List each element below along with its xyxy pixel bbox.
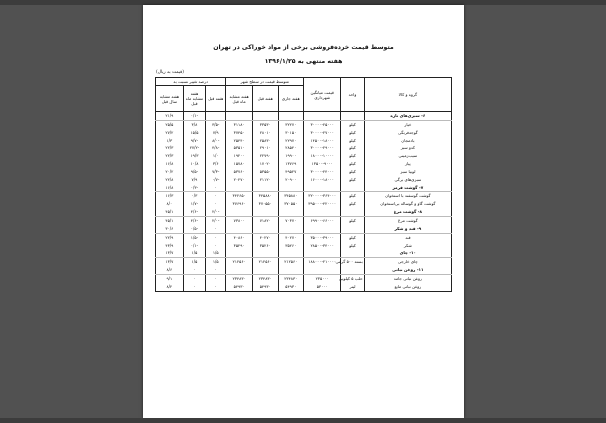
cell-base-price: ۳۵۰۰۰-۳۹۰۰۰ [304, 233, 341, 241]
cell-pct-prev-week: -۴/۸ [206, 144, 226, 152]
cell-unit: حلب ۵ کیلویی [338, 275, 363, 281]
cell-similar-week-prev-month: ۲۳۴۸۳۰ [226, 274, 253, 282]
cell-previous-week: ۷۱۸۲۰ [252, 216, 278, 224]
cell-label: ۸- گوشت مرغ [364, 208, 451, 216]
cell-unit: کیلو [341, 233, 364, 241]
cell-similar-week-prev-month [226, 266, 253, 274]
cell-pct-similar-prev-year: ۱۶/۸ [156, 160, 184, 168]
cell-similar-week-prev-month: ۱۹۲۰۰ [226, 152, 253, 160]
cell-pct-similar-prev-month: ۰/۳ [183, 192, 205, 200]
table-row [156, 216, 452, 224]
cell-previous-week: ۲۲۷۹۰ [252, 152, 278, 160]
header-pct-similar-prev-year: هفته مشابه سال قبل [156, 86, 184, 112]
table-row [156, 168, 452, 176]
cell-similar-week-prev-month: ۳۵۲۹۰ [226, 242, 253, 250]
cell-base-price: ۳۰۰۰۰-۲۷۰۰۰ [304, 129, 341, 137]
cell-pct-similar-prev-year: ۴۵/۱ [156, 208, 184, 216]
cell-current-week: ۲۸۵۴۰ [278, 144, 304, 152]
cell-similar-week-prev-month: ۳۱۱۸۰ [226, 120, 253, 128]
cell-pct-similar-prev-year: ۲۰/۲ [156, 168, 184, 176]
cell-previous-week: ۵۳۵۵۰ [252, 168, 278, 176]
cell-current-week: ۴۰۲۷۰ [278, 233, 304, 241]
cell-unit: کیلو [341, 137, 364, 145]
cell-pct-similar-prev-month: ۱۵/۵ [183, 129, 205, 137]
cell-pct-similar-prev-month: ۰ [183, 283, 205, 291]
cell-pct-similar-prev-month: -۴/۶ [183, 208, 205, 216]
cell-previous-week [252, 249, 278, 257]
table-row [156, 242, 452, 250]
cell-pct-prev-week: ۳/۶ [206, 160, 226, 168]
cell-unit [341, 225, 364, 233]
cell-current-week: ۳۵۲۶۰ [278, 242, 304, 250]
table-row [156, 160, 452, 168]
header-retail-price-group: متوسط قیمت در سطح شهر [226, 78, 304, 86]
cell-similar-week-prev-month: ۵۴۹۳۰ [226, 283, 253, 291]
cell-current-week: ۱۳۷۶۹ [278, 160, 304, 168]
table-row [156, 233, 452, 241]
cell-previous-week [252, 112, 278, 121]
table-group-row [156, 249, 452, 257]
cell-label: بادمجان [364, 137, 451, 145]
cell-base-price [304, 208, 341, 216]
cell-base-price: ۳۲۰۰۰۰-۳۶۴۰۰۰ [304, 192, 341, 200]
cell-unit: کیلو [341, 176, 364, 184]
cell-previous-week: ۲۱۲۵۶۰ [252, 258, 278, 266]
cell-current-week: ۴۹۵۲۷ [278, 168, 304, 176]
cell-unit [341, 208, 364, 216]
cell-pct-similar-prev-month: -۰/۳ [183, 184, 205, 192]
cell-current-week: ۲۳۴۸۳۰ [278, 274, 304, 282]
cell-pct-similar-prev-month: -۰/۱ [183, 112, 205, 121]
table-group-row [156, 208, 452, 216]
cell-label: قند [364, 233, 451, 241]
table-group-row [156, 225, 452, 233]
cell-pct-prev-week: -۷/۳ [206, 168, 226, 176]
cell-label: ۱۱- روغن نباتی [364, 266, 451, 274]
cell-pct-similar-prev-year: ۳۰/۶ [156, 225, 184, 233]
cell-pct-prev-week: ۷/۹ [206, 129, 226, 137]
table-row [156, 137, 452, 145]
cell-unit [341, 184, 364, 192]
cell-pct-similar-prev-year: ۱۳/۷ [156, 249, 184, 257]
table-row [156, 258, 452, 266]
table-group-row [156, 112, 452, 121]
cell-pct-similar-prev-year: ۱/۳ [156, 137, 184, 145]
table-row [156, 152, 452, 160]
cell-base-price: ۱۸۸۰۰۰-۲۱۰۰۰۰ [304, 258, 341, 266]
cell-previous-week: ۳۳۵۳۰ [252, 120, 278, 128]
table-row [156, 144, 452, 152]
cell-base-price: ۳۰۰۰۰-۲۵۰۰۰ [304, 120, 341, 128]
cell-pct-similar-prev-month: -۹/۷ [183, 137, 205, 145]
cell-previous-week [252, 266, 278, 274]
cell-label: سبزی‌های برگی [364, 176, 451, 184]
cell-pct-similar-prev-year: ۸/۶ [156, 266, 184, 274]
cell-pct-similar-prev-month: ۱/۵ [183, 249, 205, 257]
cell-label: روغن نباتی جامد [364, 274, 451, 282]
cell-pct-prev-week: ۰ [206, 192, 226, 200]
header-unit: واحد [341, 78, 364, 112]
cell-similar-week-prev-month: ۳۷۶۹۶۰ [226, 200, 253, 208]
cell-similar-week-prev-month: ۴۰۸۶۰ [226, 233, 253, 241]
cell-unit [341, 112, 364, 121]
cell-unit: کیلو [341, 129, 364, 137]
cell-base-price [304, 225, 341, 233]
cell-pct-similar-prev-month: ۱۰/۸ [183, 160, 205, 168]
table-group-row [156, 184, 452, 192]
cell-base-price: ۶۹۹۰۰-۶۶۰۰۰ [304, 216, 341, 224]
cell-label: ۹- قند و شکر [364, 225, 451, 233]
cell-base-price [304, 266, 341, 274]
cell-pct-prev-week: ۱/۵ [206, 249, 226, 257]
cell-label: چای خارجی [364, 258, 451, 266]
cell-previous-week: ۵۴۹۳۰ [252, 283, 278, 291]
table-group-row [156, 266, 452, 274]
cell-base-price: ۳۰۰۰۰-۲۹۰۰۰ [304, 144, 341, 152]
header-pct-similar-prev-month: هفته مشابه ماه قبل [183, 86, 205, 112]
cell-pct-prev-week [206, 112, 226, 121]
table-row [156, 283, 452, 291]
cell-current-week: ۳۲۲۷۰ [278, 120, 304, 128]
cell-label: گوشت گاو و گوساله بی‌استخوان [364, 200, 451, 208]
document-subtitle: هفته منتهی به ۱۳۹۶/۱/۲۵ [264, 58, 343, 65]
cell-pct-similar-prev-year: ۸/۲ [156, 283, 184, 291]
cell-base-price: ۱۶۰۰۰-۱۸۰۰۰ [304, 176, 341, 184]
cell-unit: کیلو [341, 160, 364, 168]
cell-pct-similar-prev-month: ۱۹/۳ [183, 152, 205, 160]
header-percent-change-group: درصد تغییر نسبت به [156, 78, 226, 86]
table-row [156, 200, 452, 208]
price-table [155, 77, 452, 292]
cell-pct-prev-week: ۰ [206, 242, 226, 250]
cell-similar-week-prev-month: ۳۷۴۵۰ [226, 129, 253, 137]
unit-note: (قیمت به ریال) [156, 70, 184, 75]
cell-base-price [304, 184, 341, 192]
cell-base-price: ۱۸۰۰۰-۱۰۰۰۰ [304, 152, 341, 160]
cell-previous-week [252, 225, 278, 233]
cell-similar-week-prev-month [226, 208, 253, 216]
table-row [156, 192, 452, 200]
cell-pct-similar-prev-year: ۲۲/۹ [156, 233, 184, 241]
cell-pct-similar-prev-month: -۱/۷ [183, 200, 205, 208]
cell-similar-week-prev-month: ۵۳۵۱۰ [226, 144, 253, 152]
cell-previous-week [252, 208, 278, 216]
cell-pct-similar-prev-month: ۰ [183, 266, 205, 274]
cell-base-price [304, 249, 341, 257]
table-row [156, 274, 452, 282]
cell-pct-prev-week: ۰ [206, 274, 226, 282]
cell-label: سیب‌زمینی [364, 152, 451, 160]
cell-current-week [278, 184, 304, 192]
cell-similar-week-prev-month: ۷۳۸۰۰ [226, 216, 253, 224]
cell-unit: کیلو [341, 216, 364, 224]
cell-similar-week-prev-month [226, 184, 253, 192]
cell-similar-week-prev-month: ۲۱۲۵۶۰ [226, 258, 253, 266]
cell-label: ۱۰- چای [364, 249, 451, 257]
cell-label: گوشت گوسفند با استخوان [364, 192, 451, 200]
cell-unit: کیلو [341, 144, 364, 152]
cell-previous-week: ۲۵۸۳۰ [252, 137, 278, 145]
cell-base-price: ۳۹۵۰۰۰-۴۲۰۰۰۰ [304, 200, 341, 208]
document-page [143, 5, 464, 418]
cell-base-price: ۵۳۰۰۰ [304, 283, 341, 291]
cell-base-price [304, 112, 341, 121]
cell-current-week: ۲۰۹۰۰ [278, 176, 304, 184]
cell-similar-week-prev-month [226, 225, 253, 233]
cell-previous-week: ۳۴۵۸۸۰ [252, 192, 278, 200]
cell-label: ۷- گوشت قرمز [364, 184, 451, 192]
cell-pct-similar-prev-month: -۰/۵ [183, 225, 205, 233]
cell-pct-similar-prev-year: ۲۵/۵ [156, 120, 184, 128]
cell-pct-similar-prev-year: ۲۷/۲ [156, 129, 184, 137]
cell-pct-prev-week: ۰ [206, 225, 226, 233]
cell-previous-week: ۴۰۲۷۰ [252, 233, 278, 241]
cell-pct-similar-prev-year: ۱۳/۷ [156, 258, 184, 266]
cell-pct-similar-prev-year: ۲۲/۸ [156, 176, 184, 184]
cell-pct-similar-prev-year: ۴۵/۱ [156, 216, 184, 224]
cell-current-week [278, 249, 304, 257]
cell-base-price: ۱۳۵۰۰-۹۰۰۰ [304, 160, 341, 168]
cell-label: خیار [364, 120, 451, 128]
table-row [156, 129, 452, 137]
cell-current-week: ۲۲۹۷۰ [278, 137, 304, 145]
cell-similar-week-prev-month: ۳۴۲۶۵۰ [226, 192, 253, 200]
cell-pct-prev-week: -۰/۷ [206, 176, 226, 184]
cell-base-price: ۱۴۵۰۰-۱۸۰۰۰ [304, 137, 341, 145]
cell-unit: کیلو [341, 168, 364, 176]
cell-pct-prev-week: ۱/۵ [206, 258, 226, 266]
cell-pct-similar-prev-month: -۹/۵ [183, 168, 205, 176]
cell-current-week [278, 208, 304, 216]
cell-label: پیاز [364, 160, 451, 168]
cell-previous-week [252, 184, 278, 192]
header-base-price: قیمت میانگین شهرداری [304, 78, 341, 112]
cell-label: گوجه‌فرنگی [364, 129, 451, 137]
table-row [156, 176, 452, 184]
cell-current-week: ۳۷۰۵۵۰ [278, 200, 304, 208]
viewer-bottom-bar [0, 418, 606, 423]
cell-base-price: ۲۸۵۰۰-۳۴۰۰۰ [304, 242, 341, 250]
cell-similar-week-prev-month: ۲۰۲۷۰ [226, 176, 253, 184]
cell-pct-similar-prev-month: -۰/۱ [183, 242, 205, 250]
cell-unit [341, 249, 364, 257]
cell-pct-similar-prev-year: ۱۶/۳ [156, 192, 184, 200]
cell-similar-week-prev-month [226, 249, 253, 257]
cell-pct-similar-prev-year: ۴۳/۹ [156, 242, 184, 250]
cell-pct-prev-week: ۱/۰ [206, 152, 226, 160]
cell-pct-prev-week: -۸/۰ [206, 137, 226, 145]
header-previous-week: هفته قبل [252, 86, 278, 112]
cell-pct-similar-prev-year: ۸/۰ [156, 200, 184, 208]
cell-pct-similar-prev-month: ۱/۵ [183, 258, 205, 266]
cell-previous-week: ۲۱۱۲۰ [252, 176, 278, 184]
cell-unit: کیلو [341, 200, 364, 208]
cell-pct-similar-prev-month: ۳/۸ [183, 120, 205, 128]
table-row [156, 120, 452, 128]
cell-previous-week: ۳۵۲۶۰ [252, 242, 278, 250]
cell-previous-week: ۲۹۰۱۰ [252, 144, 278, 152]
header-pct-prev-week: هفته قبل [206, 86, 226, 112]
cell-unit: کیلو [341, 192, 364, 200]
cell-pct-similar-prev-month: -۲۷/۲ [183, 144, 205, 152]
header-similar-week-prev-month: هفته مشابه ماه قبل [226, 86, 253, 112]
cell-similar-week-prev-month: ۵۳۷۶۰ [226, 168, 253, 176]
cell-current-week: ۷۰۳۷۰ [278, 216, 304, 224]
cell-label: ۶- سبزی‌های تازه [364, 112, 451, 121]
cell-current-week [278, 266, 304, 274]
cell-pct-similar-prev-month: ۰ [183, 274, 205, 282]
header-current-week: هفته جاری [278, 86, 304, 112]
cell-pct-similar-prev-year: ۲۲/۳ [156, 144, 184, 152]
cell-current-week [278, 112, 304, 121]
header-group: گروه و کالا [364, 78, 451, 112]
cell-pct-prev-week: -۳/۵ [206, 120, 226, 128]
cell-unit: کیلو [341, 242, 364, 250]
cell-label: کدو سبز [364, 144, 451, 152]
cell-similar-week-prev-month: ۲۵۴۴۰ [226, 137, 253, 145]
cell-label: گوشت مرغ [364, 216, 451, 224]
cell-pct-similar-prev-month: -۴/۶ [183, 216, 205, 224]
cell-pct-similar-prev-year: ۱۶/۸ [156, 184, 184, 192]
cell-previous-week: ۲۳۴۸۳۰ [252, 274, 278, 282]
cell-pct-prev-week: ۰ [206, 233, 226, 241]
cell-current-week [278, 225, 304, 233]
cell-label: لوبیا سبز [364, 168, 451, 176]
cell-current-week: ۳۴۵۸۸۰ [278, 192, 304, 200]
cell-label: روغن نباتی مایع [364, 283, 451, 291]
cell-similar-week-prev-month [226, 112, 253, 121]
cell-similar-week-prev-month: ۱۵۷۸۰ [226, 160, 253, 168]
cell-pct-prev-week: ۰ [206, 266, 226, 274]
cell-pct-similar-prev-year: ۲۱/۹ [156, 112, 184, 121]
cell-unit: کیلو [341, 152, 364, 160]
cell-pct-similar-prev-month: -۱/۵ [183, 233, 205, 241]
cell-base-price: ۲۳۵۰۰۰ [304, 274, 341, 282]
cell-unit: بسته ۵۰۰ گرمی [335, 259, 363, 265]
cell-pct-prev-week: -۲/۰ [206, 208, 226, 216]
document-title: متوسط قیمت خرده‌فروشی برخی از مواد خوراکی در تهران [213, 44, 394, 51]
cell-current-week: ۵۴۹۳۰ [278, 283, 304, 291]
cell-current-week: ۲۱۲۵۶۰ [278, 258, 304, 266]
cell-current-week: ۱۹۹۰۰ [278, 152, 304, 160]
cell-unit: کیلو [341, 120, 364, 128]
cell-label: شکر [364, 242, 451, 250]
cell-previous-week: ۳۷۰۵۵۰ [252, 200, 278, 208]
cell-current-week: ۳۰۱۵۰ [278, 129, 304, 137]
cell-unit [341, 266, 364, 274]
cell-pct-similar-prev-year: ۹/۱ [156, 274, 184, 282]
cell-pct-similar-prev-year: ۲۲/۳ [156, 152, 184, 160]
cell-base-price: ۳۰۰۰۰-۲۴۰۰۰ [304, 168, 341, 176]
cell-pct-prev-week: -۲/۰ [206, 216, 226, 224]
cell-pct-prev-week: ۰ [206, 283, 226, 291]
cell-pct-prev-week: ۰ [206, 200, 226, 208]
table-body [156, 112, 452, 292]
cell-unit: لیتر [341, 283, 364, 291]
cell-previous-week: ۱۷۰۲۰ [252, 160, 278, 168]
cell-previous-week: ۲۸۰۱۰ [252, 129, 278, 137]
cell-pct-similar-prev-month: ۷/۹ [183, 176, 205, 184]
cell-pct-prev-week: ۰ [206, 184, 226, 192]
